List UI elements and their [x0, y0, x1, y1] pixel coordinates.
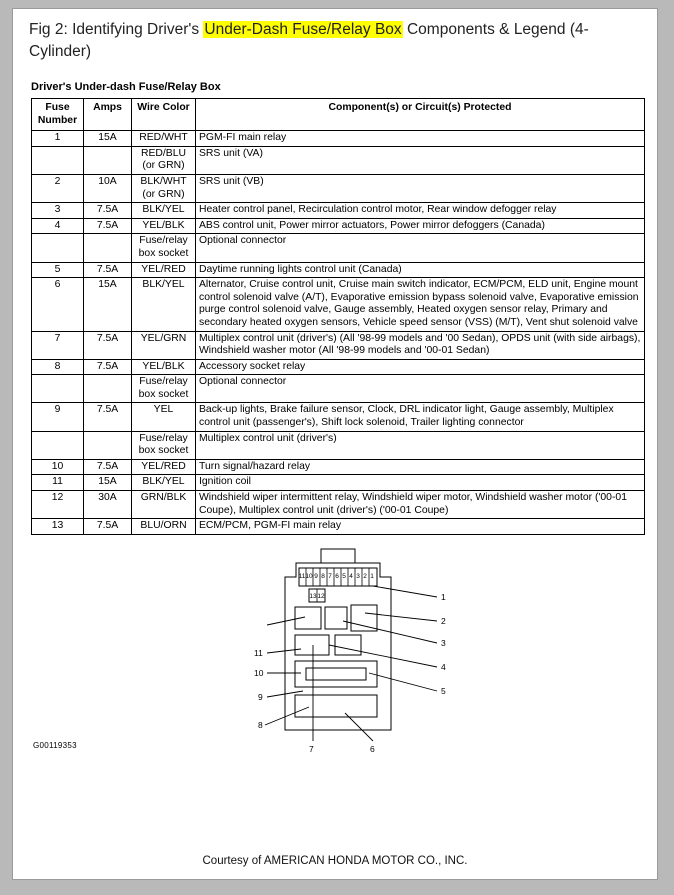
socket-label: 10 [305, 572, 313, 580]
figure-code: G00119353 [33, 740, 77, 750]
figure-title-highlight: Under-Dash Fuse/Relay Box [204, 21, 402, 38]
cell-amps: 30A [84, 491, 132, 519]
cell-wire-color: YEL/BLK [132, 218, 196, 234]
callout-10: 10 [254, 667, 264, 678]
socket-label: 6 [335, 572, 339, 580]
cell-amps [84, 146, 132, 174]
socket-label: 5 [342, 572, 346, 580]
cell-amps [84, 234, 132, 262]
socket-label: 2 [363, 572, 367, 580]
cell-wire-color: BLK/WHT (or GRN) [132, 174, 196, 202]
figure-title-pre: Fig 2: Identifying Driver's [29, 21, 204, 38]
cell-components: PGM-FI main relay [196, 131, 645, 147]
callout-5: 5 [441, 685, 446, 696]
table-row [32, 218, 645, 234]
cell-fuse-number: 9 [32, 403, 84, 431]
cell-components: SRS unit (VA) [196, 146, 645, 174]
table-row [32, 491, 645, 519]
socket-label: 1 [370, 572, 374, 580]
fuse-box-diagram [13, 545, 659, 765]
cell-fuse-number: 13 [32, 519, 84, 535]
cell-wire-color: YEL/GRN [132, 331, 196, 359]
cell-wire-color: RED/BLU (or GRN) [132, 146, 196, 174]
cell-wire-color: RED/WHT [132, 131, 196, 147]
socket-label: 3 [356, 572, 360, 580]
cell-fuse-number: 10 [32, 459, 84, 475]
cell-wire-color: GRN/BLK [132, 491, 196, 519]
cell-fuse-number: 8 [32, 359, 84, 375]
callout-9: 9 [258, 691, 263, 702]
col-header-fuse-line1: Fuse [45, 102, 70, 113]
cell-wire-color: YEL/RED [132, 262, 196, 278]
callout-6: 6 [370, 743, 375, 754]
col-header-components: Component(s) or Circuit(s) Protected [196, 99, 645, 131]
figure-title-post: Components & Legend (4-Cylinder) [29, 21, 589, 60]
callout-7: 7 [309, 743, 314, 754]
cell-wire-color: BLK/YEL [132, 203, 196, 219]
fuse-box-illustration [13, 545, 659, 760]
cell-components: Ignition coil [196, 475, 645, 491]
cell-components: Heater control panel, Recirculation control motor, Rear window defogger relay [196, 203, 645, 219]
courtesy-note: Courtesy of AMERICAN HONDA MOTOR CO., INC. [202, 855, 468, 867]
cell-amps: 10A [84, 174, 132, 202]
cell-wire-color: YEL [132, 403, 196, 431]
document-sheet [12, 8, 658, 880]
cell-components: Windshield wiper intermittent relay, Windshield wiper motor, Windshield washer motor ('00-01 Coupe), Multiplex control unit (driver's) ('00-01 Coupe) [196, 491, 645, 519]
cell-amps: 7.5A [84, 218, 132, 234]
cell-amps: 7.5A [84, 403, 132, 431]
callout-8: 8 [258, 719, 263, 730]
table-row [32, 262, 645, 278]
cell-amps: 7.5A [84, 262, 132, 278]
cell-components: Back-up lights, Brake failure sensor, Clock, DRL indicator light, Gauge assembly, Multiplex control unit (passenger's), Shift lock solenoid, Trailer lighting connector [196, 403, 645, 431]
callout-4: 4 [441, 661, 446, 672]
socket-label-inner: 12 [317, 592, 325, 600]
cell-fuse-number [32, 234, 84, 262]
cell-fuse-number: 3 [32, 203, 84, 219]
table-row [32, 431, 645, 459]
fuse-table-body [32, 131, 645, 535]
table-row [32, 475, 645, 491]
cell-wire-color: BLU/ORN [132, 519, 196, 535]
callout-1: 1 [441, 591, 446, 602]
table-row [32, 278, 645, 331]
cell-fuse-number: 7 [32, 331, 84, 359]
table-row [32, 519, 645, 535]
cell-fuse-number: 2 [32, 174, 84, 202]
cell-wire-color: BLK/YEL [132, 278, 196, 331]
fuse-legend-table [31, 98, 645, 535]
callout-3: 3 [441, 637, 446, 648]
cell-components: Accessory socket relay [196, 359, 645, 375]
figure-title [13, 9, 657, 67]
cell-components: ABS control unit, Power mirror actuators, Power mirror defoggers (Canada) [196, 218, 645, 234]
table-row [32, 174, 645, 202]
cell-components: SRS unit (VB) [196, 174, 645, 202]
table-row [32, 359, 645, 375]
cell-wire-color: Fuse/relay box socket [132, 375, 196, 403]
socket-label: 9 [314, 572, 318, 580]
cell-fuse-number: 11 [32, 475, 84, 491]
socket-label: 4 [349, 572, 353, 580]
socket-label: 8 [321, 572, 325, 580]
cell-fuse-number [32, 146, 84, 174]
table-row [32, 403, 645, 431]
cell-amps: 7.5A [84, 331, 132, 359]
table-row [32, 234, 645, 262]
cell-components: Turn signal/hazard relay [196, 459, 645, 475]
cell-fuse-number: 4 [32, 218, 84, 234]
table-row [32, 203, 645, 219]
col-header-wire-color: Wire Color [132, 99, 196, 131]
cell-fuse-number: 5 [32, 262, 84, 278]
cell-wire-color: BLK/YEL [132, 475, 196, 491]
cell-components: Daytime running lights control unit (Canada) [196, 262, 645, 278]
table-row [32, 459, 645, 475]
cell-wire-color: YEL/BLK [132, 359, 196, 375]
cell-amps: 15A [84, 278, 132, 331]
cell-components: Multiplex control unit (driver's) (All '98-99 models and '00 Sedan), OPDS unit (with side airbags), Windshield washer motor (All '98-99 models and '00-01 Sedan) [196, 331, 645, 359]
cell-wire-color: YEL/RED [132, 459, 196, 475]
cell-components: Multiplex control unit (driver's) [196, 431, 645, 459]
cell-components: Optional connector [196, 375, 645, 403]
cell-fuse-number: 1 [32, 131, 84, 147]
cell-amps: 7.5A [84, 359, 132, 375]
cell-components: ECM/PCM, PGM-FI main relay [196, 519, 645, 535]
cell-amps: 7.5A [84, 459, 132, 475]
cell-wire-color: Fuse/relay box socket [132, 234, 196, 262]
cell-amps: 15A [84, 475, 132, 491]
socket-label: 7 [328, 572, 332, 580]
cell-amps: 7.5A [84, 203, 132, 219]
cell-fuse-number [32, 431, 84, 459]
cell-fuse-number: 6 [32, 278, 84, 331]
cell-components: Optional connector [196, 234, 645, 262]
table-row [32, 331, 645, 359]
cell-fuse-number [32, 375, 84, 403]
cell-fuse-number: 12 [32, 491, 84, 519]
cell-amps: 15A [84, 131, 132, 147]
callout-11: 11 [254, 647, 263, 658]
section-title: Driver's Under-dash Fuse/Relay Box [31, 81, 221, 93]
socket-label: 11 [298, 572, 306, 580]
cell-amps: 7.5A [84, 519, 132, 535]
col-header-fuse-number [32, 99, 84, 131]
table-header-row [32, 99, 645, 131]
cell-components: Alternator, Cruise control unit, Cruise main switch indicator, ECM/PCM, ELD unit, Engine mount control solenoid valve (A/T), Evaporative emission bypass solenoid valve, Evaporative emission purge control solenoid valve, Gauge assembly, Heated oxygen sensor relay, Primary and secondary heated oxygen sensors, Vehicle speed sensor (VSS) (M/T), Vent shut solenoid valve [196, 278, 645, 331]
cell-amps [84, 431, 132, 459]
table-row [32, 375, 645, 403]
cell-wire-color: Fuse/relay box socket [132, 431, 196, 459]
callout-2: 2 [441, 615, 446, 626]
table-row [32, 146, 645, 174]
cell-amps [84, 375, 132, 403]
col-header-amps: Amps [84, 99, 132, 131]
table-row [32, 131, 645, 147]
socket-label-inner: 13 [309, 592, 317, 600]
col-header-fuse-line2: Number [37, 114, 78, 126]
